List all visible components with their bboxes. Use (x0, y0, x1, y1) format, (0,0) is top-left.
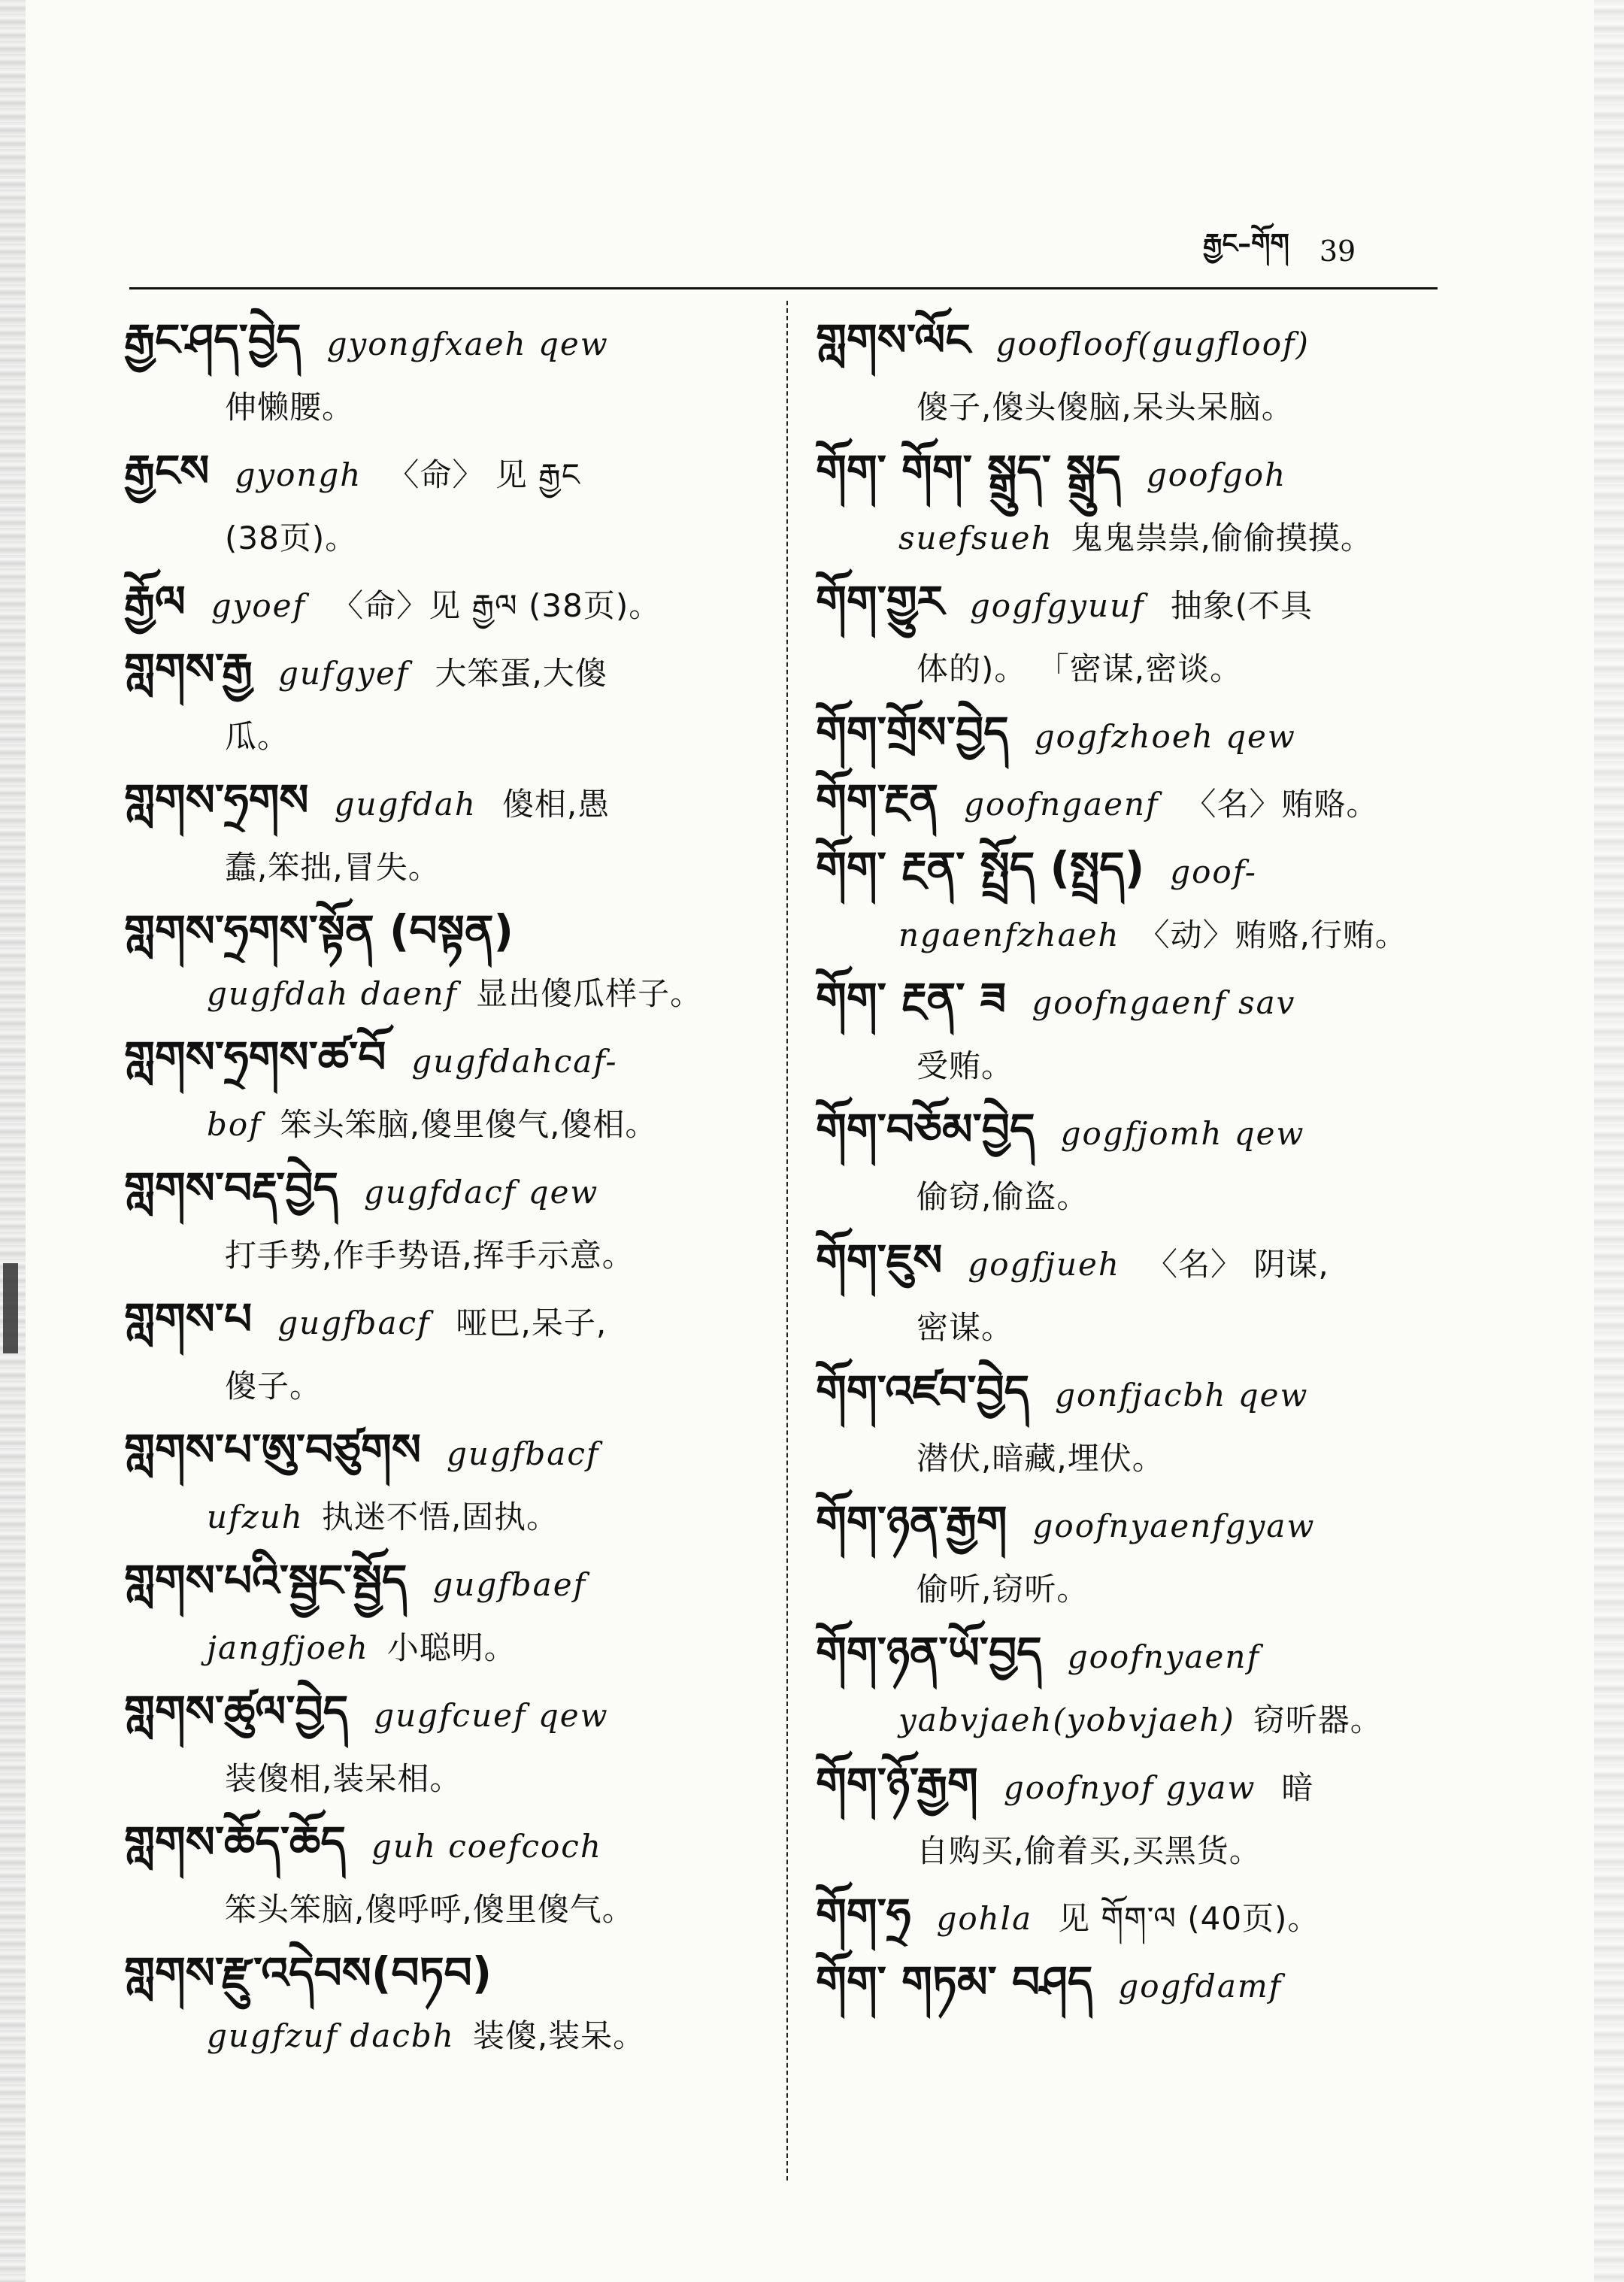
entry-definition: 哑巴,呆子, (456, 1305, 607, 1341)
entry-first-line (124, 570, 756, 638)
dictionary-entry (124, 570, 756, 638)
entry-continuation (816, 1035, 1447, 1098)
entry-first-line (816, 308, 1447, 376)
entry-headword: གོག་ཇུས (816, 1235, 943, 1286)
entry-first-line (816, 701, 1447, 768)
entry-romanization: gogfgyuuf (969, 587, 1145, 624)
entry-headword: གོག་རྔན (816, 774, 939, 826)
entry-romanization: goof- (1170, 853, 1257, 890)
entry-first-line (816, 836, 1447, 904)
entry-continuation (816, 1427, 1447, 1490)
dictionary-entry (124, 1287, 756, 1418)
entry-first-line (124, 1941, 756, 2005)
entry-romanization: goofnyof gyaw (1003, 1769, 1256, 1806)
entry-headword: གོག་ཉན་རྒྱག (816, 1496, 1007, 1547)
entry-headword: གོག་ གོག་ སྒྲུད་ སྒྲུད (816, 445, 1121, 496)
entry-headword: གོག་ཧྲ (816, 1889, 911, 1940)
entry-romanization: gyoef (211, 587, 307, 624)
entry-first-line (124, 768, 756, 836)
dictionary-entry (124, 1811, 756, 1941)
entry-continuation-romanization: ufzuh (207, 1499, 304, 1535)
entry-headword: རྒྱོལ (124, 576, 186, 627)
dictionary-entry (816, 439, 1447, 570)
entry-continuation-definition: 傻子。 (225, 1368, 323, 1405)
entry-romanization: goofngaenf sav (1032, 984, 1296, 1021)
scan-artifact-mark (3, 1263, 18, 1353)
entry-continuation (816, 1296, 1447, 1359)
entry-continuation-definition: (38页)。 (225, 520, 358, 556)
dictionary-entry (816, 1098, 1447, 1229)
entry-continuation (816, 638, 1447, 701)
entry-first-line (816, 1752, 1447, 1820)
entry-continuation-definition: 执迷不悟,固执。 (321, 1499, 559, 1535)
entry-romanization: gugfdah (334, 786, 477, 823)
page-header (1203, 229, 1429, 274)
entry-definition: 〈名〉贿赂。 (1184, 786, 1379, 823)
entry-continuation-definition: 装傻,装呆。 (472, 2017, 646, 2054)
entry-continuation (124, 1224, 756, 1287)
dictionary-entry (124, 439, 756, 570)
entry-romanization: gogfzhoeh qew (1034, 718, 1296, 755)
entry-continuation-romanization: ngaenfzhaeh (898, 917, 1120, 953)
entry-continuation (816, 904, 1447, 967)
entry-first-line (816, 1490, 1447, 1558)
entry-first-line (124, 308, 756, 376)
entry-continuation-definition: 小聪明。 (386, 1629, 517, 1666)
entry-headword: གོག་གྱུར (816, 576, 944, 627)
entry-continuation-romanization: jangfjoeh (207, 1629, 369, 1666)
dictionary-entry (816, 967, 1447, 1098)
entry-romanization: gonfjacbh qew (1055, 1377, 1309, 1414)
entry-headword: རྒྱང་ཤད་བྱེད (124, 314, 301, 365)
entry-romanization: gogfjueh (968, 1246, 1120, 1283)
entry-first-line (816, 967, 1447, 1035)
dictionary-entry (816, 570, 1447, 701)
entry-continuation-definition: 笨头笨脑,傻里傻气,傻相。 (280, 1106, 658, 1143)
dictionary-entry (124, 1549, 756, 1680)
entry-definition: 〈命〉见 རྒྱལ (38页)。 (332, 587, 662, 624)
scan-edge-right (1594, 0, 1624, 2282)
entry-headword: གླགས་བརྡ་བྱེད (124, 1162, 338, 1214)
entry-continuation (816, 1165, 1447, 1229)
column-divider (786, 301, 789, 2180)
entry-romanization: gugfdahcaf- (411, 1043, 618, 1080)
entry-continuation-romanization: yabvjaeh(yobvjaeh) (898, 1702, 1235, 1738)
entry-first-line (816, 1950, 1447, 2018)
entry-continuation (124, 1747, 756, 1811)
entry-first-line (124, 1811, 756, 1878)
entry-romanization: goofnyaenf (1067, 1638, 1261, 1675)
entry-continuation-definition: 笨头笨脑,傻呼呼,傻里傻气。 (225, 1891, 635, 1928)
entry-headword: གླགས་ལོང (816, 314, 971, 365)
entry-continuation-definition: 窃听器。 (1253, 1702, 1383, 1738)
entry-romanization: goofgoh (1146, 456, 1287, 493)
dictionary-entry (124, 768, 756, 899)
dictionary-entry (816, 1950, 1447, 2018)
entry-continuation-definition: 伸懒腰。 (225, 389, 355, 426)
entry-romanization: gogfdamf (1118, 1968, 1283, 2005)
entry-headword: གླགས་པ་ཨུ་བཙུགས (124, 1424, 422, 1475)
entry-continuation-romanization: bof (207, 1106, 262, 1143)
entry-romanization: goofnyaenfgyaw (1032, 1508, 1316, 1544)
dictionary-entry (816, 1359, 1447, 1490)
entry-definition: 暗 (1281, 1769, 1314, 1806)
entry-definition: 抽象(不具 (1170, 587, 1313, 624)
dictionary-entry (816, 701, 1447, 768)
entry-continuation-definition: 鬼鬼祟祟,偷偷摸摸。 (1071, 520, 1373, 556)
dictionary-entry (816, 1621, 1447, 1752)
entry-definition: 〈命〉 见 རྒྱང (387, 456, 580, 493)
entry-first-line (816, 1883, 1447, 1950)
entry-first-line (124, 1549, 756, 1617)
dictionary-entry (816, 1229, 1447, 1359)
entry-continuation (124, 2005, 756, 2068)
entry-headword: གླགས་པའི་སྦྱང་སྦྱོད (124, 1555, 408, 1606)
entry-continuation (816, 507, 1447, 570)
entry-headword: གླགས་རྒྱ (124, 644, 253, 695)
entry-headword: གོག་ རྔན་ ཟ (816, 973, 1007, 1024)
right-column (816, 308, 1447, 2188)
entry-headword: གླགས་ཆོད་ཆོད (124, 1817, 346, 1868)
entry-romanization: goofloof(gugfloof) (995, 326, 1310, 362)
entry-continuation-definition: 装傻相,装呆相。 (225, 1760, 462, 1797)
entry-continuation (124, 705, 756, 768)
entry-romanization: gufgyef (277, 655, 410, 692)
entry-romanization: gyongfxaeh qew (326, 326, 609, 362)
entry-continuation (124, 507, 756, 570)
dictionary-entry (816, 768, 1447, 836)
entry-continuation-definition: 体的)。 「密谋,密谈。 (917, 650, 1243, 687)
dictionary-entry (816, 1752, 1447, 1883)
entry-continuation-definition: 蠢,笨拙,冒失。 (225, 849, 441, 886)
entry-headword: གླགས་རྫུ་འདེབས(བཏབ) (124, 1947, 492, 1999)
entry-romanization: guh coefcoch (371, 1828, 602, 1865)
scan-edge-left (0, 0, 26, 2282)
entry-continuation (816, 1689, 1447, 1752)
entry-first-line (816, 1229, 1447, 1296)
entry-romanization: gugfbacf (447, 1435, 600, 1472)
entry-continuation-definition: 偷窃,偷盗。 (917, 1178, 1089, 1215)
entry-headword: གོག་ཉོ་རྒྱག (816, 1758, 978, 1809)
entry-continuation (124, 1093, 756, 1156)
entry-headword: གླགས་ཧྲགས་ཚ་བོ (124, 1032, 386, 1083)
entry-continuation-romanization: gugfzuf dacbh (207, 2017, 455, 2054)
dictionary-entry (124, 1026, 756, 1156)
entry-headword: གོག་འཛབ་བྱེད (816, 1365, 1030, 1417)
entry-continuation (816, 1558, 1447, 1621)
entry-romanization: gugfbacf (277, 1305, 431, 1341)
entry-romanization: gogfjomh qew (1060, 1115, 1305, 1152)
entry-continuation-romanization: gugfdah daenf (207, 975, 459, 1012)
entry-headword: གོག་བཅོམ་བྱེད (816, 1104, 1035, 1155)
entry-headword: གོག་ གཏམ་ བཤད (816, 1956, 1093, 2008)
entry-continuation (124, 836, 756, 899)
entry-continuation (124, 376, 756, 439)
entry-first-line (124, 1156, 756, 1224)
entry-continuation (816, 376, 1447, 439)
entry-headword: གོག་ཉན་ཡོ་བྱད (816, 1627, 1042, 1678)
dictionary-entry (816, 1490, 1447, 1621)
entry-headword: གོག་ རྔན་ སྤྲོད (སྤྲད) (816, 842, 1145, 893)
entry-headword: རྒྱངས (124, 445, 210, 496)
entry-continuation (124, 1617, 756, 1680)
entry-romanization: gugfcuef qew (374, 1697, 609, 1734)
entry-continuation-romanization: suefsueh (898, 520, 1053, 556)
entry-continuation-definition: 偷听,窃听。 (917, 1571, 1089, 1608)
entry-definition: 见 གོག་ལ (40页)。 (1058, 1900, 1320, 1937)
header-rule (129, 287, 1438, 289)
entry-continuation-definition: 〈动〉贿赂,行贿。 (1138, 917, 1407, 953)
entry-first-line (816, 439, 1447, 507)
entry-headword: གླགས་པ (124, 1293, 253, 1344)
entry-first-line (816, 1359, 1447, 1427)
entry-headword: གླགས་ཚུལ་བྱེད (124, 1686, 349, 1737)
dictionary-entry (124, 1680, 756, 1811)
dictionary-entry (124, 1941, 756, 2068)
entry-first-line (124, 1418, 756, 1486)
entry-continuation-definition: 瓜。 (225, 718, 290, 755)
entry-continuation-definition: 密谋。 (917, 1309, 1014, 1346)
entry-first-line (816, 570, 1447, 638)
entry-first-line (124, 899, 756, 962)
dictionary-entry (124, 1156, 756, 1287)
dictionary-entry (124, 638, 756, 768)
entry-headword: གླགས་ཧྲགས་སྟོན (བསྟན) (124, 905, 514, 956)
entry-romanization: goofngaenf (964, 786, 1159, 823)
entry-headword: གོག་གྲོས་བྱེད (816, 707, 1009, 758)
entry-romanization: gyongh (235, 456, 362, 493)
entry-headword: གླགས་ཧྲགས (124, 774, 309, 826)
dictionary-entry (124, 1418, 756, 1549)
entry-continuation (124, 1486, 756, 1549)
dictionary-entry (816, 1883, 1447, 1950)
entry-continuation-definition: 受贿。 (917, 1047, 1014, 1084)
entry-romanization: gugfbaef (432, 1566, 587, 1603)
dictionary-entry (816, 308, 1447, 439)
entry-first-line (124, 1680, 756, 1747)
entry-first-line (816, 1621, 1447, 1689)
entry-continuation (816, 1820, 1447, 1883)
entry-first-line (124, 638, 756, 705)
entry-continuation-definition: 傻子,傻头傻脑,呆头呆脑。 (917, 389, 1294, 426)
entry-romanization: gohla (936, 1900, 1033, 1937)
page-number: 39 (1319, 235, 1356, 268)
entry-continuation-definition: 潜伏,暗藏,埋伏。 (917, 1440, 1165, 1477)
entry-continuation-definition: 显出傻瓜样子。 (476, 975, 703, 1012)
dictionary-entry (124, 899, 756, 1026)
entry-first-line (124, 1026, 756, 1093)
entry-continuation (124, 1355, 756, 1418)
left-column (124, 308, 756, 2188)
entry-first-line (816, 1098, 1447, 1165)
entry-definition: 大笨蛋,大傻 (435, 655, 607, 692)
dictionary-entry (124, 308, 756, 439)
dictionary-entry (816, 836, 1447, 967)
entry-continuation-definition: 自购买,偷着买,买黑货。 (917, 1832, 1262, 1869)
entry-definition: 〈名〉 阴谋, (1145, 1246, 1329, 1283)
entry-first-line (124, 1287, 756, 1355)
entry-definition: 傻相,愚 (501, 786, 611, 823)
entry-romanization: gugfdacf qew (363, 1174, 599, 1211)
running-head: རྒྱང–གོག (1203, 229, 1289, 259)
entry-first-line (124, 439, 756, 507)
entry-continuation-definition: 打手势,作手势语,挥手示意。 (225, 1237, 635, 1274)
entry-first-line (816, 768, 1447, 836)
entry-continuation (124, 1878, 756, 1941)
entry-continuation (124, 962, 756, 1026)
